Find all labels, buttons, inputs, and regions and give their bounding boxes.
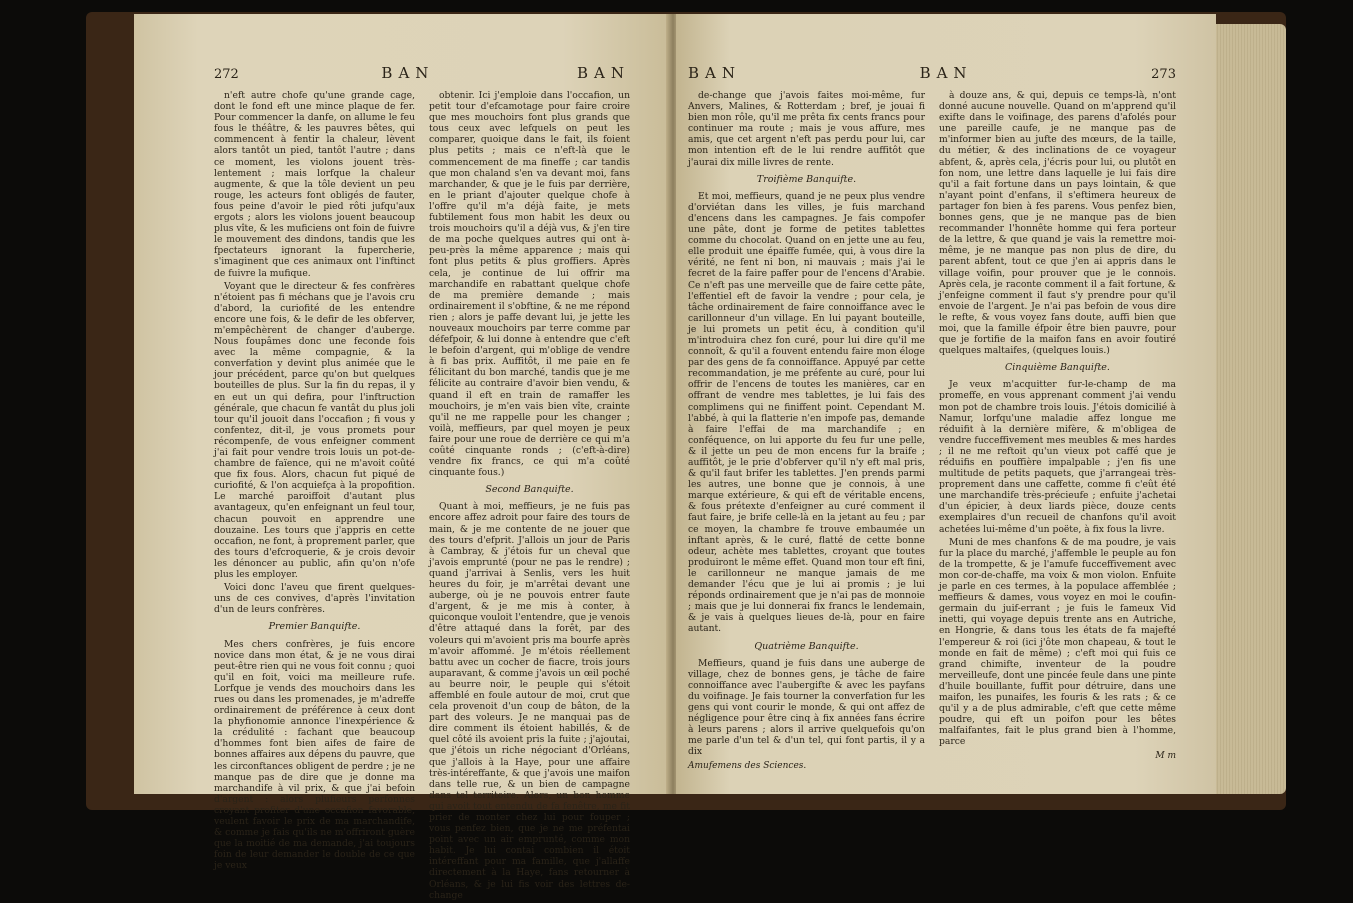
paragraph: Voici donc l'aveu que firent quelques-uns de ces convives, d'après l'invitation d'un de leurs confrères. [214,582,415,616]
running-head: BAN [577,64,630,82]
page-number: 272 [214,67,239,82]
text-column-1 [214,90,415,903]
page-footer [939,751,1176,762]
paragraph: n'eft autre chofe qu'une grande cage, dont le fond eft une mince plaque de fer. Pour commencer la danfe, on allume le feu fous le théâtre, & les pauvres bêtes, qui commencent à fentir la chaleur, lèvent alors tantôt un pied, tantôt l'autre ; dans ce moment, les violons jouent très-lentement ; mais lorfque la chaleur augmente, & que la tôle devient un peu rouge, les acteurs font obligés de fauter, fous peine d'avoir le pied rôti jufqu'aux ergots ; alors les violons jouent beaucoup plus vîte, & les muficiens ont foin de fuivre le mouvement des dindons, tandis que les fpectateurs ignorant la fupercherie, s'imaginent que ces animaux ont l'inftinct de fuivre la mufique. [214,90,415,279]
left-page-header [214,64,630,82]
right-page [676,14,1216,794]
running-head: BAN [919,64,973,82]
section-heading: Second Banquifte. [485,484,574,496]
footer-signature: Amufemens des Sciences. [688,761,807,772]
paragraph: obtenir. Ici j'emploie dans l'occafion, un petit tour d'efcamotage pour faire croire que mes mouchoirs font plus grands que tous ceux avec lefquels on peut les comparer, quoique dans le fait, ils foient plus petits ; mais ce n'eft-là que le commencement de ma fineffe ; car tandis que mon chaland s'en va devant moi, fans marchander, & que je le fuis par derrière, en le priant d'ajouter quelque chofe à l'offre qu'il m'a déjà faite, je mets fubtilement fous mon habit les deux ou trois mouchoirs qu'il a déjà vus, & j'en tire de ma poche quelques autres qui ont à-peu-près la même apparence ; mais qui font plus petits & plus groffiers. Après cela, je continue de lui offrir ma marchandife en rabattant quelque chofe de ma première demande ; mais ordinairement il s'obftine, & ne me répond rien ; alors je paffe devant lui, je jette les nouveaux mouchoirs par terre comme par défefpoir, & lui donne à entendre que c'eft le befoin d'argent, qui m'oblige de vendre à fi bas prix. Auffitôt, il me paie en fe félicitant du bon marché, tandis que je me félicite au contraire d'avoir bien vendu, & quand il eft en train de ramaffer les mouchoirs, je m'en vais bien vîte, crainte qu'il ne me rappelle pour les changer ; voilà, meffieurs, par quel moyen je peux faire pour une roue de derrière ce qui m'a coûté cinquante ronds ; (c'eft-à-dire) vendre fix francs, ce qui m'a coûté cinquante fous.) [429,90,630,479]
text-column-2 [939,90,1176,773]
text-column-1 [688,90,925,773]
running-head: BAN [688,64,741,82]
paragraph: Et moi, meffieurs, quand je ne peux plus vendre d'orviétan dans les villes, je fuis marchand d'encens dans les campagnes. Je fais compofer une pâte, dont je forme de petites tablettes comme du chocolat. Quand on en jette une au feu, elle produit une épaiffe fumée, qui, à vous dire la vérité, ne fent ni bon, ni mauvais ; mais j'ai le fecret de la faire paffer pour de l'encens d'Arabie. Ce n'eft pas une merveille que de faire cette pâte, l'effentiel eft de favoir la vendre ; pour cela, je tâche ordinairement de faire connoiffance avec le carillonneur d'un village. En lui payant bouteille, je lui promets un petit écu, à condition qu'il m'introduira chez fon curé, pour lui dire qu'il me connoît, & qu'il a fouvent entendu faire mon éloge par des gens de fa connoiffance. Appuyé par cette recommandation, je me préfente au curé, pour lui offrir de l'encens de toutes les manières, car en offrant de vendre mes tablettes, je lui fais des complimens qui ne finiffent point. Cependant M. l'abbé, à qui la flatterie n'en impofe pas, demande à faire l'effai de ma marchandife ; en conféquence, on lui apporte du feu fur une pelle, & il jette un peu de mon encens fur la braife ; auffitôt, je le prie d'obferver qu'il n'y eft mal pris, & qu'il faut brifer les tablettes. J'en prends parmi les autres, une bonne que je connois, à une marque extérieure, & qui eft de véritable encens, & fous prétexte d'enfeigner au curé comment il faut faire, je brife celle-là en la jetant au feu ; par ce moyen, la chambre fe trouve embaumée un inftant après, & le curé, flatté de cette bonne odeur, achète mes tablettes, croyant que toutes produiront le même effet. Quand mon tour eft fini, le carillonneur ne manque jamais de me demander l'écu que je lui ai promis ; je lui réponds ordinairement que je n'ai pas de monnoie ; mais que je lui donnerai fix francs le lendemain, & je vais à quelques lieues de-là, pour en faire autant. [688,190,925,635]
text-columns [214,90,630,903]
section-heading: Quatrième Banquifte. [754,640,859,652]
section-heading: Troifième Banquifte. [756,173,857,185]
signature-mark: M m [1155,751,1176,762]
paragraph: Meffieurs, quand je fuis dans une auberge de village, chez de bonnes gens, je tâche de faire connoiffance avec l'aubergifte & avec les payfans du voifinage. Je fais tourner la converfation fur les gens qui vont courir le monde, & qui ont affez de négligence pour être cinq à fix années fans écrire à leurs parens ; alors il arrive quelquefois qu'on me parle d'un tel & d'un tel, qui font partis, il y a dix [688,657,925,758]
section-heading: Premier Banquifte. [268,621,361,633]
paragraph: de-change que j'avois faites moi-même, fur Anvers, Malines, & Rotterdam ; bref, je jouai fi bien mon rôle, qu'il me prêta fix cents francs pour continuer ma route ; mais je vous affure, mes amis, que cet argent n'eft pas perdu pour lui, car mon intention eft de le lui rendre auffitôt que j'aurai dix mille livres de rente. [688,90,925,168]
left-page [134,14,670,901]
text-column-2 [429,90,630,903]
text-columns [688,90,1176,773]
paragraph: Quant à moi, meffieurs, je ne fuis pas encore affez adroit pour faire des tours de main, & je me contente de ne jouer que des tours d'efprit. J'allois un jour de Paris à Cambray, & j'étois fur un cheval que j'avois emprunté (pour ne pas le rendre) ; quand j'arrivai à Senlis, vers les huit heures du foir, je m'arrêtai devant une auberge, où je ne pouvois entrer faute d'argent, & je me mis à conter, à quiconque vouloit l'entendre, que je venois d'être attaqué dans la forêt, par des voleurs qui m'avoient pris ma bourfe après m'avoir affommé. Je m'étois réellement battu avec un cocher de fiacre, trois jours auparavant, & comme j'avois un œil poché au beurre noir, le peuple qui s'étoit affemblé en foule autour de moi, crut que cela provenoit d'un coup de bâton, de la part des voleurs. Je ne manquai pas de dire comment ils étoient habillés, & de quel côté ils avoient pris la fuite ; j'ajoutai, que j'étois un riche négociant d'Orléans, que j'allois à la Haye, pour une affaire très-intéreffante, & que j'avois une maifon dans telle rue, & un bien de campagne dans tel territoire. Alors, un bon homme qui avoit tout entendu de fa fenêtre, me fit prier de monter chez lui pour fouper ; vous penfez bien, que je ne me préfentai point avec un air emprunté, comme mon habit. Je lui contai combien il étoit intéreffant pour ma famille, que j'allaffe directement à la Haye, fans retourner à Orléans, & je lui fis voir des lettres de-change [429,501,630,901]
page-edges [1216,24,1286,794]
page-number: 273 [1151,67,1176,82]
right-page-header [688,64,1176,82]
paragraph: Mes chers confrères, je fuis encore novice dans mon état, & je ne vous dirai peut-être rien qui ne vous foit connu ; quoi qu'il en foit, voici ma meilleure rufe. Lorfque je vends des mouchoirs dans les rues ou dans les promenades, je m'adreffe ordinairement de préférence à ceux dont la phyfionomie annonce l'inexpérience & la crédulité : fachant que beaucoup d'hommes font bien aifes de faire de bonnes affaires aux dépens du pauvre, que les circonftances obligent de perdre ; je ne manque pas de dire que je donne ma marchandife à vil prix, & que j'ai befoin d'argent : alors plufieurs perfonnes croyant profiter d'une occafion favorable, veulent favoir le prix de ma marchandife, & comme je fais qu'ils ne m'offriront guère que la moitié de ma demande, j'ai toujours foin de leur demander le double de ce que je veux [214,638,415,872]
paragraph: Je veux m'acquitter fur-le-champ de ma promeffe, en vous apprenant comment j'ai vendu mon pot de chambre trois louis. J'étois domicilié à Namur, lorfqu'une maladie affez longue me réduifit à la dernière mifère, & m'obligea de vendre fucceffivement mes meubles & mes hardes ; il ne me reftoit qu'un vieux pot caffé que je réduifis en pouffière impalpable ; j'en fis une multitude de petits paquets, que j'arrangeai très-proprement dans une caffette, comme fi c'eût été une marchandife très-précieufe ; enfuite j'achetai d'un épicier, à deux liards pièce, douze cents exemplaires d'un recueil de chanfons qu'il avoit achetées lui-même d'un poëte, à fix fous la livre. [939,379,1176,535]
section-heading: Cinquième Banquifte. [1005,362,1110,374]
running-head: BAN [381,64,435,82]
paragraph: Voyant que le directeur & fes confrères n'étoient pas fi méchans que je l'avois cru d'abord, la curiofité de les entendre encore une fois, & le defir de les obferver, m'empêchèrent de changer d'auberge. Nous foupâmes donc une feconde fois avec la même compagnie, & la converfation y devint plus animée que le jour précédent, parce qu'on but quelques bouteilles de plus. Sur la fin du repas, il y en eut un qui defira, pour l'inftruction générale, que chacun fe vantât du plus joli tour qu'il jouoit dans l'occafion ; fi vous y confentez, dit-il, je vous promets pour récompenfe, de vous enfeigner comment j'ai fait pour vendre trois louis un pot-de-chambre de faïence, qui ne m'avoit coûté que fix fous. Alors, chacun fut piqué de curiofité, & l'on acquiefça à la propofition. Le marché paroiffoit d'autant plus avantageux, qu'en enfeignant un feul tour, chacun pouvoit en apprendre une douzaine. Les tours que j'appris en cette occafion, ne font, à proprement parler, que des tours d'efcroquerie, & je crois devoir les dénoncer au public, afin qu'on n'ofe plus les employer. [214,280,415,581]
paragraph: Muni de mes chanfons & de ma poudre, je vais fur la place du marché, j'affemble le peuple au fon de la trompette, & je l'amufe fucceffivement avec mon cor-de-chaffe, ma voix & mon violon. Enfuite je parle en ces termes, à la populace affemblée ; meffieurs & dames, vous voyez en moi le coufin-germain du juif-errant ; je fuis le fameux Vid inetti, qui voyage depuis trente ans en Autriche, en Hongrie, & dans tous les états de fa majefté l'empereur & roi (ici j'ôte mon chapeau, & tout le monde en fait de même) ; c'eft moi qui fuis ce grand chimifte, inventeur de la poudre merveilleufe, dont une pincée feule dans une pinte d'huile bouillante, fuffit pour détruire, dans une maifon, les punaifes, les fouris & les rats ; & ce qu'il y a de plus admirable, c'eft que cette même poudre, qui eft un poifon pour les bêtes malfaifantes, fait le plus grand bien à l'homme, parce [939,536,1176,748]
page-footer [688,761,925,772]
paragraph: à douze ans, & qui, depuis ce temps-là, n'ont donné aucune nouvelle. Quand on m'apprend qu'il exifte dans le voifinage, des parens d'afolés pour une pareille caufe, je ne manque pas de m'informer bien au jufte des mœurs, de la taille, du métier, & des inclinations de ce voyageur abfent, &, après cela, j'écris pour lui, ou plutôt en fon nom, une lettre dans laquelle je lui fais dire qu'il a fait fortune dans un pays lointain, & que n'ayant point d'enfans, il s'eftimera heureux de partager fon bien à fes parens. Vous penfez bien, bonnes gens, que je ne manque pas de bien recommander l'honnête homme qui fera porteur de la lettre, & que quand je vais la remettre moi-même, je ne manque pas non plus de dire, du parent abfent, tout ce que j'en ai appris dans le village voifin, pour prouver que je le connois. Après cela, je raconte comment il a fait fortune, & j'enfeigne comment il faut s'y prendre pour qu'il envoie de l'argent. Je n'ai pas befoin de vous dire le refte, & vous voyez fans doute, auffi bien que moi, que la famille éfpoir être bien pauvre, pour que je fortifie de la maifon fans en avoir foutiré quelques maltaifes, (quelques louis.) [939,90,1176,357]
